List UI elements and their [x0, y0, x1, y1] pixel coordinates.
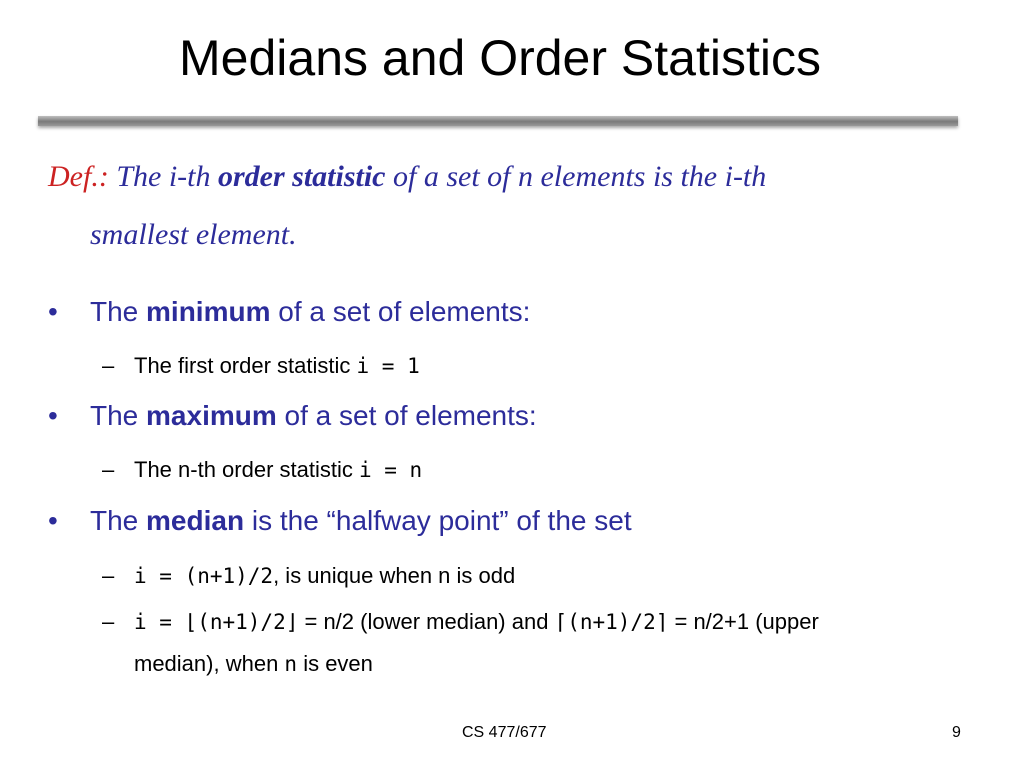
sub-bullet-text: is even	[297, 651, 373, 676]
bullet-text: The	[90, 296, 147, 327]
definition-line-1	[48, 148, 948, 206]
dash-symbol: –	[102, 563, 115, 588]
sub-bullet-code: ⌈(n+1)/2⌉	[554, 610, 669, 634]
sub-bullet-minimum	[102, 345, 942, 387]
footer-course: CS 477/677	[462, 724, 547, 741]
bullet-bold: minimum	[146, 296, 271, 327]
bullet-text: of a set of elements:	[270, 296, 531, 327]
bullet-text: The	[90, 400, 147, 431]
bullet-text: of a set of elements:	[276, 400, 537, 431]
dash-symbol: –	[102, 609, 115, 634]
sub-bullet-median-even	[102, 601, 942, 685]
bullet-text: The	[90, 505, 147, 536]
sub-bullet-code: i = (n+1)/2	[134, 564, 274, 588]
footer-page-number: 9	[952, 724, 961, 741]
bullet-bold: median	[146, 505, 245, 536]
definition-label: Def.:	[48, 160, 109, 193]
sub-bullet-text: = n/2 (lower median) and	[298, 609, 555, 634]
bullet-median	[48, 505, 968, 537]
sub-bullet-text: = n/2+1 (upper	[668, 609, 819, 634]
bullet-bold: maximum	[146, 400, 277, 431]
sub-bullet-text: , is unique when n is odd	[273, 563, 516, 588]
sub-bullet-line-2	[102, 643, 942, 685]
bullet-symbol: •	[48, 505, 58, 536]
sub-bullet-text: The first order statistic	[134, 353, 357, 378]
bullet-maximum	[48, 400, 968, 432]
definition-line-2: smallest element.	[90, 218, 297, 251]
sub-bullet-code: i = 1	[356, 354, 420, 378]
sub-bullet-median-odd	[102, 555, 942, 597]
sub-bullet-code: n	[284, 652, 298, 676]
bullet-symbol: •	[48, 400, 58, 431]
definition-pre: The i-th	[108, 160, 218, 193]
sub-bullet-line-1	[102, 601, 942, 643]
definition-block	[48, 148, 948, 264]
dash-symbol: –	[102, 457, 115, 482]
sub-bullet-maximum	[102, 449, 942, 491]
sub-bullet-text: median), when	[134, 651, 285, 676]
bullet-minimum	[48, 296, 968, 328]
slide-title: Medians and Order Statistics	[179, 30, 821, 86]
sub-bullet-code: i = n	[358, 458, 423, 482]
bullet-symbol: •	[48, 296, 58, 327]
definition-emphasis: order statistic	[217, 160, 386, 193]
definition-post: of a set of n elements is the i-th	[385, 160, 767, 193]
sub-bullet-text: The n-th order statistic	[134, 457, 359, 482]
title-divider	[38, 116, 958, 126]
sub-bullet-code: i = ⌊(n+1)/2⌋	[134, 610, 299, 634]
dash-symbol: –	[102, 353, 115, 378]
bullet-text: is the “halfway point” of the set	[244, 505, 632, 536]
